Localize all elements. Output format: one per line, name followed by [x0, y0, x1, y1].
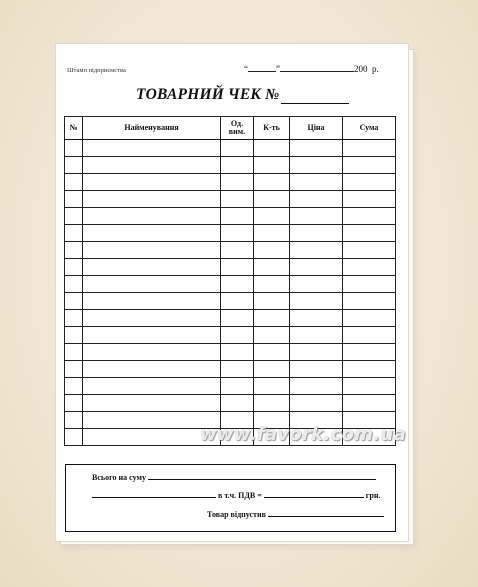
currency-label: грн.	[365, 491, 381, 500]
col-header-sum: Сума	[343, 117, 396, 140]
table-cell	[290, 395, 343, 412]
table-cell	[221, 344, 254, 361]
table-cell	[254, 225, 290, 242]
table-cell	[83, 293, 221, 310]
table-cell	[254, 276, 290, 293]
table-cell	[290, 140, 343, 157]
table-cell	[221, 225, 254, 242]
table-row	[65, 361, 396, 378]
form-title: ТОВАРНИЙ ЧЕК №	[136, 86, 280, 103]
table-row	[65, 378, 396, 395]
table-cell	[65, 191, 83, 208]
released-label: Товар відпустив	[207, 510, 266, 519]
table-cell	[343, 344, 396, 361]
col-header-unit-line1: Од.	[230, 119, 244, 128]
table-cell	[83, 225, 221, 242]
col-header-qty: К-ть	[254, 117, 290, 140]
table-cell	[83, 344, 221, 361]
table-cell	[65, 225, 83, 242]
receipt-number-blank	[281, 103, 349, 104]
table-cell	[83, 174, 221, 191]
table-cell	[83, 242, 221, 259]
date-open-quote: “	[244, 64, 248, 74]
table-row	[65, 395, 396, 412]
table-cell	[83, 191, 221, 208]
table-cell	[65, 293, 83, 310]
table-cell	[65, 157, 83, 174]
year-text: 200	[354, 64, 368, 74]
table-cell	[254, 310, 290, 327]
table-cell	[343, 361, 396, 378]
table-cell	[290, 344, 343, 361]
table-cell	[343, 140, 396, 157]
table-cell	[221, 293, 254, 310]
date-close-quote: ”	[276, 64, 280, 74]
table-cell	[343, 259, 396, 276]
table-cell	[254, 174, 290, 191]
table-cell	[343, 310, 396, 327]
table-cell	[83, 259, 221, 276]
table-cell	[254, 140, 290, 157]
table-cell	[221, 208, 254, 225]
table-row	[65, 157, 396, 174]
table-cell	[83, 140, 221, 157]
table-cell	[83, 310, 221, 327]
table-header-row	[65, 117, 396, 140]
table-cell	[65, 429, 83, 446]
date-line	[244, 63, 379, 74]
vat-prefix-blank	[92, 490, 216, 498]
col-header-price: Ціна	[290, 117, 343, 140]
table-cell	[343, 174, 396, 191]
table-cell	[343, 327, 396, 344]
table-cell	[290, 208, 343, 225]
table-cell	[254, 293, 290, 310]
total-row	[92, 472, 376, 482]
table-cell	[343, 191, 396, 208]
table-row	[65, 293, 396, 310]
month-blank	[280, 63, 354, 72]
table-cell	[254, 157, 290, 174]
col-header-number: №	[65, 117, 83, 140]
table-cell	[221, 174, 254, 191]
table-cell	[290, 242, 343, 259]
vat-row	[92, 490, 380, 500]
total-blank	[148, 472, 376, 480]
table-cell	[290, 191, 343, 208]
table-cell	[83, 208, 221, 225]
table-cell	[65, 276, 83, 293]
table-cell	[65, 310, 83, 327]
table-cell	[65, 174, 83, 191]
table-cell	[65, 395, 83, 412]
col-header-name: Найменування	[83, 117, 221, 140]
vat-amount-blank	[264, 490, 364, 498]
table-cell	[83, 276, 221, 293]
table-cell	[254, 378, 290, 395]
table-cell	[254, 327, 290, 344]
table-cell	[290, 225, 343, 242]
released-row	[207, 509, 384, 519]
table-row	[65, 191, 396, 208]
table-cell	[65, 242, 83, 259]
table-row	[65, 208, 396, 225]
table-row	[65, 225, 396, 242]
table-cell	[65, 140, 83, 157]
items-table-body	[65, 140, 396, 446]
table-cell	[290, 327, 343, 344]
table-cell	[290, 361, 343, 378]
table-cell	[343, 157, 396, 174]
table-row	[65, 344, 396, 361]
table-cell	[254, 242, 290, 259]
table-cell	[343, 395, 396, 412]
table-cell	[343, 293, 396, 310]
table-cell	[221, 395, 254, 412]
summary-box	[65, 464, 396, 532]
col-header-unit-line2: вим.	[228, 127, 246, 136]
table-cell	[221, 191, 254, 208]
day-blank	[248, 63, 276, 72]
table-cell	[65, 327, 83, 344]
table-cell	[290, 157, 343, 174]
table-cell	[254, 344, 290, 361]
table-row	[65, 310, 396, 327]
table-cell	[65, 412, 83, 429]
table-cell	[221, 242, 254, 259]
stamp-label: Штамп підприємства	[67, 67, 126, 74]
table-cell	[65, 378, 83, 395]
table-cell	[221, 310, 254, 327]
site-watermark: www.favork.com.ua	[200, 424, 407, 445]
year-suffix: р.	[372, 64, 379, 74]
table-row	[65, 276, 396, 293]
table-cell	[254, 395, 290, 412]
table-cell	[221, 276, 254, 293]
table-cell	[83, 395, 221, 412]
table-cell	[83, 361, 221, 378]
table-row	[65, 242, 396, 259]
items-table-wrapper	[64, 116, 396, 446]
table-cell	[83, 157, 221, 174]
table-cell	[83, 378, 221, 395]
col-header-unit	[221, 117, 254, 140]
table-cell	[221, 157, 254, 174]
table-row	[65, 259, 396, 276]
table-cell	[343, 225, 396, 242]
table-cell	[290, 310, 343, 327]
table-cell	[65, 259, 83, 276]
table-cell	[221, 378, 254, 395]
receipt-form-sheet	[55, 43, 409, 542]
table-cell	[290, 293, 343, 310]
table-cell	[290, 378, 343, 395]
table-cell	[343, 242, 396, 259]
table-row	[65, 174, 396, 191]
items-table	[64, 116, 396, 446]
table-cell	[290, 259, 343, 276]
released-signature-blank	[268, 509, 384, 517]
table-cell	[254, 259, 290, 276]
table-cell	[65, 361, 83, 378]
table-cell	[254, 361, 290, 378]
table-cell	[254, 208, 290, 225]
total-label: Всього на суму	[92, 473, 146, 482]
table-cell	[65, 344, 83, 361]
table-cell	[221, 140, 254, 157]
table-cell	[65, 208, 83, 225]
table-cell	[221, 259, 254, 276]
table-row	[65, 140, 396, 157]
vat-label: в т.ч. ПДВ =	[218, 491, 262, 500]
table-cell	[290, 174, 343, 191]
table-cell	[290, 276, 343, 293]
table-cell	[343, 276, 396, 293]
table-cell	[254, 191, 290, 208]
table-cell	[221, 361, 254, 378]
table-cell	[83, 327, 221, 344]
table-row	[65, 327, 396, 344]
table-cell	[343, 378, 396, 395]
table-cell	[343, 208, 396, 225]
table-cell	[221, 327, 254, 344]
